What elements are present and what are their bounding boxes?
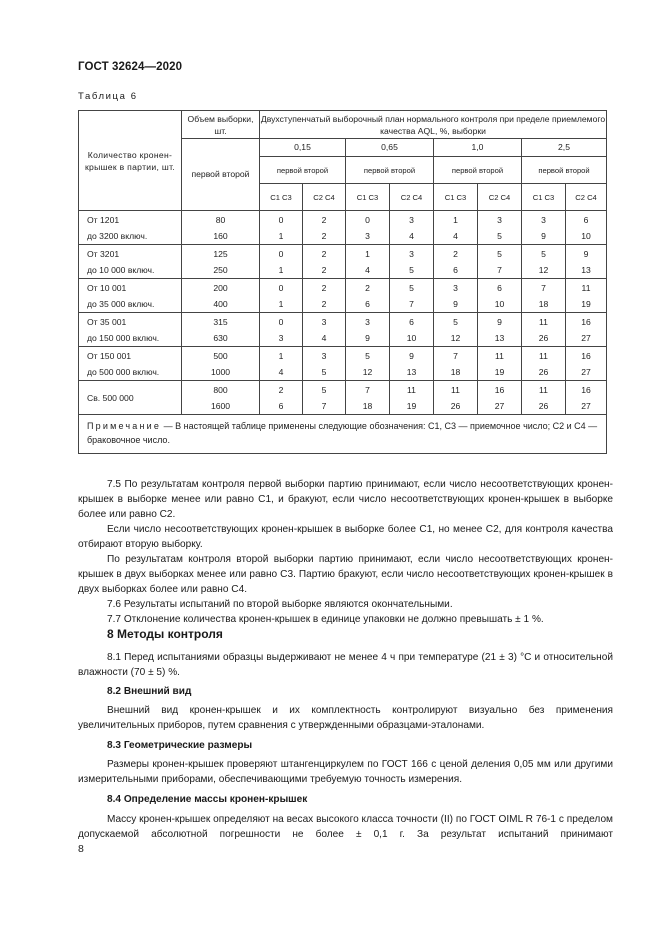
header-aql-0-15: 0,15 [260,139,346,157]
paragraph-8-1-block [78,650,613,680]
note-word: Примечание [87,421,162,431]
acceptance-value-cell-value: 27 [581,332,591,343]
acceptance-value-cell-value: 26 [450,400,461,411]
lot-range-cell [79,347,182,381]
acceptance-value-cell-value: 2 [321,264,327,275]
section-8-3-title: 8.3 Геометрические размеры [107,740,253,751]
acceptance-value-cell [478,279,522,313]
acceptance-value-cell [346,211,390,245]
header-first-second: первой второй [522,157,607,184]
acceptance-value-cell-value: 11 [451,384,460,395]
acceptance-value-cell [346,279,390,313]
table-note [79,415,607,454]
sample-size-cell-value: 160 [213,230,228,241]
acceptance-value-cell [260,211,303,245]
acceptance-value-cell [390,279,434,313]
lot-range-cell-value: От 1201 [87,214,120,225]
lot-range-cell [79,211,182,245]
acceptance-value-cell-value: 2 [321,282,327,293]
acceptance-value-cell-value: 5 [321,384,327,395]
acceptance-value-cell [478,211,522,245]
acceptance-value-cell-value: 5 [497,230,502,241]
header-first-second: первой второй [260,157,346,184]
acceptance-value-cell-value: 4 [321,332,327,343]
acceptance-value-cell-value: 2 [453,248,458,259]
header-c2-c4: С2 С4 [303,184,346,211]
header-c1-c3: С1 С3 [260,184,303,211]
acceptance-value-cell-value: 2 [365,282,370,293]
acceptance-value-cell [390,347,434,381]
acceptance-value-cell-value: 9 [409,350,414,361]
lot-range-cell-value: до 500 000 включ. [87,366,160,377]
acceptance-value-cell-value: 1 [278,298,284,309]
acceptance-value-cell-value: 0 [278,214,284,225]
acceptance-value-cell-value: 26 [538,332,549,343]
acceptance-value-cell-value: 3 [453,282,458,293]
page-number: 8 [78,843,84,855]
header-aql-1-0: 1,0 [434,139,522,157]
paragraph-8-2-block [78,703,613,733]
sample-size-cell [182,347,260,381]
header-sample-first-second: первой второй [182,139,260,211]
table-body [79,211,607,415]
acceptance-value-cell-value: 5 [365,350,370,361]
acceptance-value-cell-value: 10 [581,230,591,241]
header-c2-c4: С2 С4 [566,184,607,211]
acceptance-value-cell-value: 11 [407,384,416,395]
acceptance-value-cell-value: 13 [406,366,417,377]
acceptance-value-cell [566,347,607,381]
acceptance-value-cell-value: 7 [321,400,327,411]
header-lot-quantity: Количество кронен-крышек в партии, шт. [79,111,182,211]
acceptance-value-cell-value: 6 [409,316,414,327]
sample-size-cell [182,279,260,313]
paragraph-8-1: 8.1 Перед испытаниями образцы выдерживают не менее 4 ч при температуре (21 ± 3) °С и относительной влажности (70 ± 5) %. [78,652,613,678]
lot-range-cell [79,313,182,347]
acceptance-value-cell-value: 3 [365,230,370,241]
acceptance-value-cell-value: 3 [321,316,327,327]
paragraph-8-4-block [78,812,613,842]
acceptance-value-cell [260,313,303,347]
acceptance-value-cell-value: 27 [581,366,591,377]
acceptance-value-cell-value: 5 [409,282,414,293]
acceptance-value-cell-value: 12 [538,264,549,275]
acceptance-value-cell-value: 0 [278,248,284,259]
acceptance-value-cell-value: 1 [278,350,284,361]
acceptance-value-cell-value: 9 [583,248,589,259]
acceptance-value-cell-value: 0 [278,316,284,327]
acceptance-value-cell-value: 1 [453,214,458,225]
acceptance-value-cell-value: 0 [365,214,370,225]
acceptance-value-cell [566,211,607,245]
paragraph-7-5: 7.5 По результатам контроля первой выборки партию принимают, если число несоответствующих кронен-крышек в выборке менее или равно С1, и бракуют, если число несоответствующих кронен-крышек в выборке более или равно С2. [78,479,613,520]
acceptance-value-cell [303,381,346,415]
table-row [79,313,607,347]
acceptance-value-cell [346,245,390,279]
acceptance-value-cell-value: 1 [278,230,284,241]
sample-size-cell-value: 315 [213,316,228,327]
acceptance-value-cell-value: 5 [497,248,502,259]
lot-range-cell-value: до 10 000 включ. [87,264,155,275]
acceptance-value-cell [434,313,478,347]
sample-size-cell-value: 1000 [210,366,231,377]
acceptance-value-cell [478,347,522,381]
acceptance-value-cell-value: 27 [581,400,591,411]
header-c1-c3: С1 С3 [522,184,566,211]
acceptance-value-cell-value: 9 [453,298,458,309]
acceptance-value-cell-value: 13 [581,264,591,275]
acceptance-value-cell-value: 11 [495,350,504,361]
sample-size-cell-value: 250 [213,264,228,275]
sample-size-cell-value: 200 [213,282,228,293]
acceptance-value-cell [566,381,607,415]
acceptance-value-cell [434,381,478,415]
acceptance-value-cell [566,245,607,279]
acceptance-value-cell [390,313,434,347]
acceptance-value-cell-value: 1 [278,264,284,275]
acceptance-value-cell-value: 5 [541,248,546,259]
acceptance-value-cell [478,245,522,279]
sample-size-cell-value: 500 [213,350,228,361]
sample-size-cell [182,313,260,347]
lot-range-cell-value: От 150 001 [87,350,132,361]
acceptance-value-cell-value: 4 [409,230,414,241]
sample-size-cell [182,211,260,245]
paragraph-8-4: Массу кронен-крышек определяют на весах высокого класса точности (II) по ГОСТ OIML R 76-1 с пределом допускаемой абсолютной погрешности не более ± 0,1 г. За результат испытаний принимают [78,814,613,840]
acceptance-value-cell-value: 16 [581,316,591,327]
acceptance-value-cell-value: 12 [362,366,373,377]
paragraph-8-2: Внешний вид кронен-крышек и их комплектность контролируют визуально без применения увеличительных приборов, путем сравнения с утвержденными образцами-эталонами. [78,705,613,731]
document-header: ГОСТ 32624—2020 [78,61,183,73]
acceptance-value-cell [390,381,434,415]
acceptance-value-cell-value: 4 [365,264,370,275]
acceptance-value-cell [260,245,303,279]
acceptance-value-cell-value: 18 [538,298,549,309]
paragraph-second-result: По результатам контроля второй выборки партию принимают, если число несоответствующих кронен-крышек в двух выборках менее или равно С3. Партию бракуют, если число несоответствующих кронен-крышек в двух выборках более или равно С4. [78,554,613,595]
acceptance-value-cell-value: 2 [321,214,327,225]
acceptance-value-cell [346,347,390,381]
acceptance-value-cell [522,313,566,347]
acceptance-value-cell [303,279,346,313]
acceptance-value-cell-value: 7 [541,282,546,293]
acceptance-value-cell-value: 16 [581,350,591,361]
header-sampling-plan: Двухступенчатый выборочный план нормального контроля при пределе приемлемого качества AQL, %, выборки [260,111,607,139]
lot-range-cell [79,245,182,279]
acceptance-value-cell [434,211,478,245]
acceptance-value-cell-value: 26 [538,366,549,377]
sample-size-cell-value: 1600 [210,400,231,411]
acceptance-value-cell-value: 4 [278,366,284,377]
acceptance-value-cell-value: 9 [497,316,502,327]
acceptance-value-cell-value: 9 [541,230,546,241]
header-aql-0-65: 0,65 [346,139,434,157]
acceptance-value-cell-value: 6 [365,298,370,309]
acceptance-value-cell-value: 26 [538,400,549,411]
acceptance-value-cell-value: 18 [450,366,461,377]
acceptance-value-cell-value: 7 [409,298,414,309]
acceptance-value-cell [303,347,346,381]
acceptance-value-cell-value: 11 [539,350,548,361]
header-first-second: первой второй [346,157,434,184]
paragraph-8-3-block [78,757,613,787]
acceptance-value-cell [303,211,346,245]
paragraph-7-6: 7.6 Результаты испытаний по второй выборке являются окончательными. [107,599,453,610]
header-c1-c3: С1 С3 [434,184,478,211]
acceptance-value-cell-value: 0 [278,282,284,293]
acceptance-value-cell-value: 2 [321,298,327,309]
acceptance-value-cell-value: 11 [539,316,548,327]
lot-range-cell-value: От 35 001 [87,316,127,327]
acceptance-value-cell-value: 7 [497,264,502,275]
sample-size-cell [182,245,260,279]
lot-range-cell-value: до 150 000 включ. [87,332,160,343]
header-c2-c4: С2 С4 [478,184,522,211]
table-caption: Таблица 6 [78,91,138,102]
acceptance-value-cell-value: 7 [365,384,370,395]
lot-range-cell-value: От 3201 [87,248,120,259]
paragraph-second-sample: Если число несоответствующих кронен-крышек в выборке более С1, но менее С2, для контроля качества отбирают вторую выборку. [78,524,613,550]
acceptance-value-cell [434,347,478,381]
table-row [79,381,607,415]
acceptance-value-cell-value: 11 [539,384,548,395]
table-row [79,211,607,245]
lot-range-cell-value: до 35 000 включ. [87,298,155,309]
acceptance-value-cell [346,381,390,415]
acceptance-value-cell-value: 5 [321,366,327,377]
acceptance-value-cell [303,245,346,279]
sample-size-cell-value: 400 [213,298,228,309]
acceptance-value-cell-value: 3 [541,214,546,225]
acceptance-value-cell [434,245,478,279]
acceptance-value-cell-value: 7 [453,350,458,361]
acceptance-value-cell [260,381,303,415]
acceptance-value-cell-value: 11 [581,282,591,293]
sample-size-cell-value: 800 [213,384,228,395]
table-row [79,245,607,279]
note-text: — В настоящей таблице применены следующие обозначения: С1, С3 — приемочное число; С2 и С4 — браковочное число. [87,421,598,445]
table-row [79,347,607,381]
lot-range-cell-value: Св. 500 000 [87,392,134,403]
acceptance-value-cell [390,245,434,279]
header-c1-c3: С1 С3 [346,184,390,211]
acceptance-value-cell-value: 6 [278,400,284,411]
acceptance-value-cell [566,279,607,313]
lot-range-cell-value: до 3200 включ. [87,230,148,241]
acceptance-value-cell [390,211,434,245]
acceptance-value-cell [478,313,522,347]
acceptance-value-cell-value: 3 [365,316,370,327]
paragraph-8-3: Размеры кронен-крышек проверяют штангенциркулем по ГОСТ 166 с ценой деления 0,05 мм или другими измерительными приборами, обеспечивающими требуемую точность измерения. [78,759,613,785]
acceptance-value-cell-value: 5 [409,264,414,275]
acceptance-value-cell [346,313,390,347]
acceptance-value-cell [260,347,303,381]
acceptance-value-cell-value: 3 [409,248,414,259]
acceptance-value-cell-value: 9 [365,332,370,343]
acceptance-value-cell-value: 19 [494,366,505,377]
table-row [79,279,607,313]
acceptance-value-cell [478,381,522,415]
lot-range-cell-value: От 10 001 [87,282,127,293]
header-sample-size: Объем выборки, шт. [182,111,260,139]
acceptance-value-cell-value: 2 [321,248,327,259]
lot-range-cell [79,381,182,415]
acceptance-value-cell-value: 3 [278,332,284,343]
header-first-second: первой второй [434,157,522,184]
acceptance-value-cell-value: 3 [321,350,327,361]
acceptance-value-cell-value: 4 [453,230,458,241]
sample-size-cell-value: 80 [215,214,226,225]
sample-size-cell-value: 125 [213,248,228,259]
acceptance-value-cell-value: 6 [583,214,589,225]
acceptance-value-cell-value: 6 [453,264,458,275]
acceptance-value-cell-value: 16 [581,384,591,395]
acceptance-value-cell-value: 18 [362,400,373,411]
header-aql-2-5: 2,5 [522,139,607,157]
acceptance-value-cell-value: 2 [321,230,327,241]
sample-size-cell [182,381,260,415]
acceptance-value-cell-value: 10 [494,298,505,309]
acceptance-value-cell [522,279,566,313]
acceptance-value-cell-value: 16 [494,384,505,395]
acceptance-value-cell-value: 3 [497,214,502,225]
acceptance-value-cell [522,347,566,381]
paragraph-7-7: 7.7 Отклонение количества кронен-крышек в единице упаковки не должно превышать ± 1 %. [107,614,544,625]
section-8-2-title: 8.2 Внешний вид [107,686,192,697]
acceptance-value-cell-value: 6 [497,282,502,293]
acceptance-value-cell-value: 27 [494,400,505,411]
section-8-title: 8 Методы контроля [107,627,223,641]
sample-size-cell-value: 630 [213,332,228,343]
acceptance-value-cell [303,313,346,347]
sampling-plan-table [78,110,607,454]
acceptance-value-cell-value: 1 [365,248,370,259]
acceptance-value-cell-value: 5 [453,316,458,327]
acceptance-value-cell-value: 19 [406,400,417,411]
acceptance-value-cell [522,211,566,245]
acceptance-value-cell [522,381,566,415]
acceptance-value-cell-value: 12 [450,332,461,343]
section-8-4-title: 8.4 Определение массы кронен-крышек [107,794,308,805]
acceptance-value-cell [522,245,566,279]
acceptance-value-cell [260,279,303,313]
acceptance-value-cell-value: 13 [494,332,505,343]
header-c2-c4: С2 С4 [390,184,434,211]
paragraphs-7 [78,477,613,627]
acceptance-value-cell [434,279,478,313]
acceptance-value-cell-value: 10 [406,332,417,343]
acceptance-value-cell [566,313,607,347]
lot-range-cell [79,279,182,313]
acceptance-value-cell-value: 19 [581,298,591,309]
acceptance-value-cell-value: 3 [409,214,414,225]
acceptance-value-cell-value: 2 [278,384,284,395]
